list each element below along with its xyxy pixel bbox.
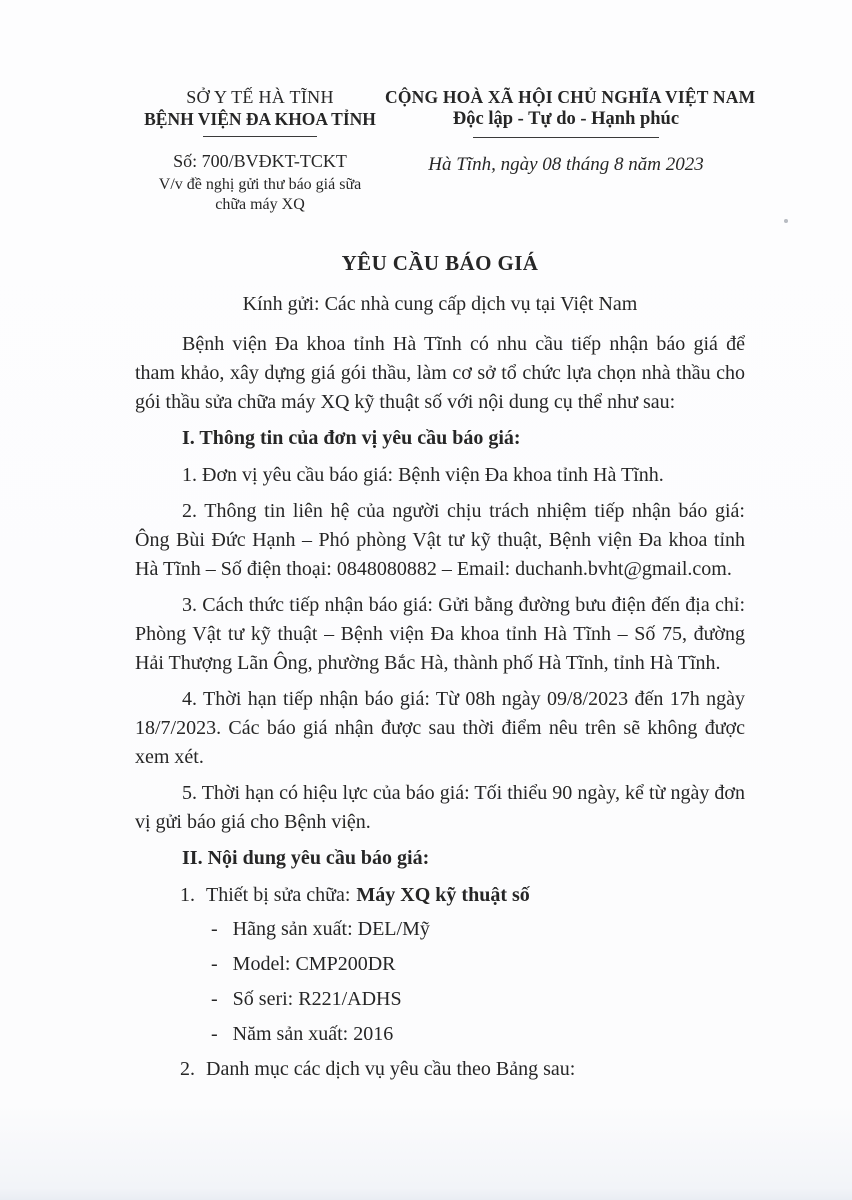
equipment-year	[135, 1020, 745, 1049]
section1-item-5: 5. Thời hạn có hiệu lực của báo giá: Tối thiểu 90 ngày, kể từ ngày đơn vị gửi báo giá cho Bệnh viện.	[135, 782, 745, 833]
section1-heading: I. Thông tin của đơn vị yêu cầu báo giá:	[182, 427, 521, 449]
issuing-org-block	[135, 86, 385, 215]
bullet-text: Hãng sản xuất: DEL/Mỹ	[232, 918, 430, 940]
equipment-name: Máy XQ kỹ thuật số	[356, 884, 530, 906]
equipment-model	[135, 950, 745, 979]
section2-heading: II. Nội dung yêu cầu báo giá:	[182, 847, 430, 869]
doc-number: Số: 700/BVĐKT-TCKT	[173, 151, 347, 171]
org-hospital-name: BỆNH VIỆN ĐA KHOA TỈNH	[144, 109, 376, 129]
bullet-dash: -	[211, 918, 218, 940]
bullet-text: Số seri: R221/ADHS	[232, 988, 402, 1010]
doc-subject	[135, 175, 385, 215]
bullet-dash: -	[211, 988, 218, 1010]
section2-item-2	[135, 1055, 745, 1084]
bullet-dash: -	[211, 953, 218, 975]
item-label: Thiết bị sửa chữa:	[206, 884, 351, 906]
section1-item-2: 2. Thông tin liên hệ của người chịu trách nhiệm tiếp nhận báo giá: Ông Bùi Đức Hạnh – Phó phòng Vật tư kỹ thuật, Bệnh viện Đa khoa tỉnh Hà Tĩnh – Số điện thoại: 0848080882 – Email: duchanh.bvht@gmail.com.	[135, 500, 745, 580]
bullet-dash: -	[211, 1023, 218, 1045]
national-motto: Độc lập - Tự do - Hạnh phúc	[452, 109, 680, 129]
document-header	[135, 86, 756, 215]
motto-underline	[473, 137, 659, 138]
national-motto-block	[385, 86, 756, 215]
intro-paragraph: Bệnh viện Đa khoa tỉnh Hà Tĩnh có nhu cầu tiếp nhận báo giá để tham khảo, xây dựng giá gói thầu, làm cơ sở tổ chức lựa chọn nhà thầu cho gói thầu sửa chữa máy XQ kỹ thuật số với nội dung cụ thể như sau:	[135, 333, 745, 413]
item-number: 2.	[180, 1058, 195, 1080]
scan-speck-artifact	[784, 219, 788, 223]
org-department: SỞ Y TẾ HÀ TĨNH	[186, 87, 334, 107]
doc-subject-line2: chữa máy XQ	[215, 196, 305, 213]
document-title: YÊU CẦU BÁO GIÁ	[341, 251, 539, 275]
section2-item-1	[135, 881, 745, 910]
doc-subject-line1: V/v đề nghị gửi thư báo giá sữa	[158, 176, 362, 193]
section1-item-3: 3. Cách thức tiếp nhận báo giá: Gửi bằng đường bưu điện đến địa chỉ: Phòng Vật tư kỹ thuật – Bệnh viện Đa khoa tỉnh Hà Tĩnh – Số 75, đường Hải Thượng Lãn Ông, phường Bắc Hà, thành phố Hà Tĩnh, tỉnh Hà Tĩnh.	[135, 594, 745, 674]
equipment-manufacturer	[135, 915, 745, 944]
equipment-serial	[135, 985, 745, 1014]
section1-item-4: 4. Thời hạn tiếp nhận báo giá: Từ 08h ngày 09/8/2023 đến 17h ngày 18/7/2023. Các báo giá nhận được sau thời điểm nêu trên sẽ không được xem xét.	[135, 688, 745, 768]
item-number: 1.	[180, 884, 195, 906]
bullet-text: Năm sản xuất: 2016	[232, 1023, 394, 1045]
bullet-text: Model: CMP200DR	[232, 953, 396, 975]
section1-item-1: 1. Đơn vị yêu cầu báo giá: Bệnh viện Đa khoa tỉnh Hà Tĩnh.	[182, 464, 664, 486]
country-name: CỘNG HOÀ XÃ HỘI CHỦ NGHĨA VIỆT NAM	[385, 87, 756, 107]
org-underline	[203, 136, 317, 137]
salutation-line: Kính gửi: Các nhà cung cấp dịch vụ tại Việt Nam	[242, 293, 638, 315]
place-dateline: Hà Tĩnh, ngày 08 tháng 8 năm 2023	[428, 154, 704, 175]
item-text: Danh mục các dịch vụ yêu cầu theo Bảng sau:	[206, 1058, 576, 1080]
